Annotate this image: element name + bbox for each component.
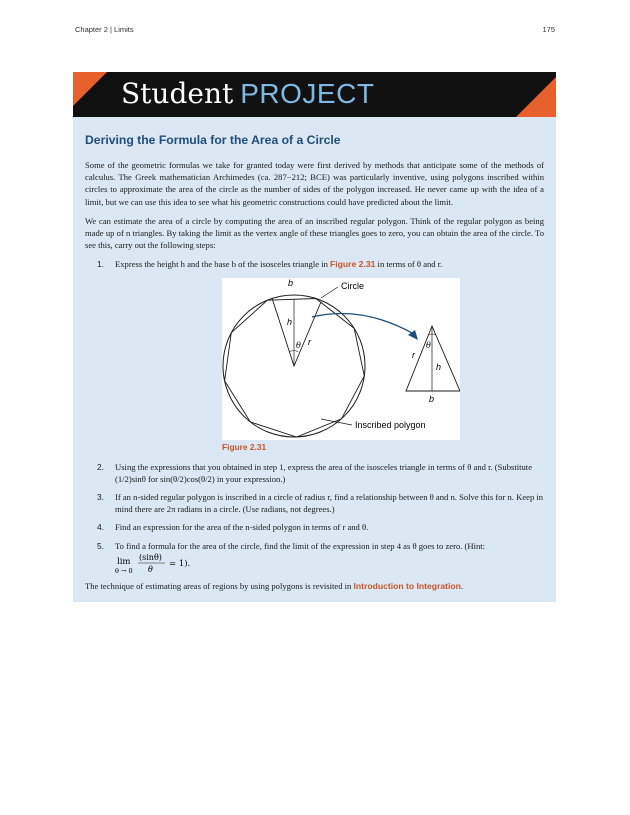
label-b-enlarged: b [429, 393, 435, 404]
limit-formula [115, 552, 230, 574]
inscribed-polygon [225, 298, 365, 437]
step-text-tail: in terms of θ and r. [375, 259, 443, 270]
label-theta: θ [296, 340, 301, 350]
project-title: Deriving the Formula for the Area of a Circle [85, 133, 341, 147]
label-h: h [287, 316, 293, 327]
step-number: 2. [97, 461, 104, 472]
transfer-arrow [312, 313, 414, 334]
project-content [73, 133, 556, 592]
fraction-numerator: (sinθ) [139, 552, 162, 562]
banner-word-student: Student [121, 77, 234, 110]
project-banner [73, 72, 556, 117]
fraction-denominator: θ [148, 564, 153, 574]
step-text: Using the expressions that you obtained in step 1, express the area of the isosceles triangle in terms of θ and r. (Substitute (1/2)sinθ for sin(θ/2)cos(θ/2) in your expression.) [115, 461, 533, 484]
closing-paragraph [85, 580, 544, 592]
lim-symbol: lim [117, 556, 131, 567]
banner-accent-left [73, 72, 107, 106]
step-number: 3. [97, 492, 104, 503]
page-header [75, 25, 555, 34]
figure-reference-link[interactable]: Figure 2.31 [330, 259, 376, 270]
step-number: 5. [97, 540, 104, 551]
steps-list [85, 258, 544, 270]
isosceles-triangle [272, 298, 321, 366]
label-h-enlarged: h [436, 361, 442, 372]
label-r-enlarged: r [412, 349, 415, 360]
figure-2-31 [222, 278, 460, 440]
lim-subscript: θ → 0 [115, 566, 133, 574]
banner-title [121, 76, 374, 113]
label-r: r [308, 336, 311, 347]
integration-link[interactable]: Introduction to Integration [353, 580, 461, 591]
chapter-label: Chapter 2 | Limits [75, 25, 134, 34]
step-item [85, 540, 544, 574]
circle-leader-line [321, 287, 338, 298]
step-item [85, 258, 544, 270]
label-inscribed-polygon: Inscribed polygon [355, 419, 426, 430]
step-number: 1. [97, 259, 104, 270]
limit-result: = 1). [169, 558, 191, 569]
banner-word-project: PROJECT [240, 78, 375, 109]
label-theta-enlarged: θ [426, 340, 431, 350]
label-circle: Circle [341, 280, 365, 291]
step-text: To find a formula for the area of the circle, find the limit of the expression in step 4 as θ goes to zero. (Hint: [115, 540, 486, 551]
step-text: Find an expression for the area of the n-sided polygon in terms of r and θ. [115, 522, 369, 533]
closing-period: . [460, 580, 464, 591]
label-b-top: b [288, 277, 294, 288]
step-item [85, 491, 544, 515]
angle-arc [289, 350, 298, 352]
step-item [85, 521, 544, 533]
intro-paragraph-2: We can estimate the area of a circle by computing the area of an inscribed regular polygon. Think of the regular polygon as being made up of n triangles. By taking the limit as the vertex angle of these triangles goes to zero, you can obtain the area of the circle. To see this, carry out the following steps: [85, 215, 544, 251]
polygon-leader-line [321, 419, 352, 425]
steps-list-continued [85, 461, 544, 574]
banner-accent-right [516, 77, 556, 117]
step-number: 4. [97, 522, 104, 533]
step-item [85, 461, 544, 485]
step-text: If an n-sided regular polygon is inscribed in a circle of radius r, find a relationship between θ and n. Solve this for n. Keep in mind there are 2π radians in a circle. (Use radians, not degrees.) [115, 492, 544, 515]
intro-paragraph-1: Some of the geometric formulas we take for granted today were first derived by methods that anticipate some of the methods of calculus. The Greek mathematician Archimedes (ca. 287−212; BCE) was particularly inventive, using polygons inscribed within circles to approximate the area of the circle as the number of sides of the polygon increased. He never came up with the idea of a limit, but we can use this idea to see what his geometric constructions could have predicted about the limit. [85, 160, 544, 207]
page-number: 175 [542, 25, 555, 34]
closing-text: The technique of estimating areas of regions by using polygons is revisited in [85, 580, 354, 591]
limit-expression [115, 552, 230, 574]
figure-caption: Figure 2.31 [222, 441, 267, 452]
step-text: Express the height h and the base b of the isosceles triangle in [115, 259, 331, 270]
circle-polygon-diagram [222, 278, 460, 440]
student-project-box [73, 72, 556, 602]
